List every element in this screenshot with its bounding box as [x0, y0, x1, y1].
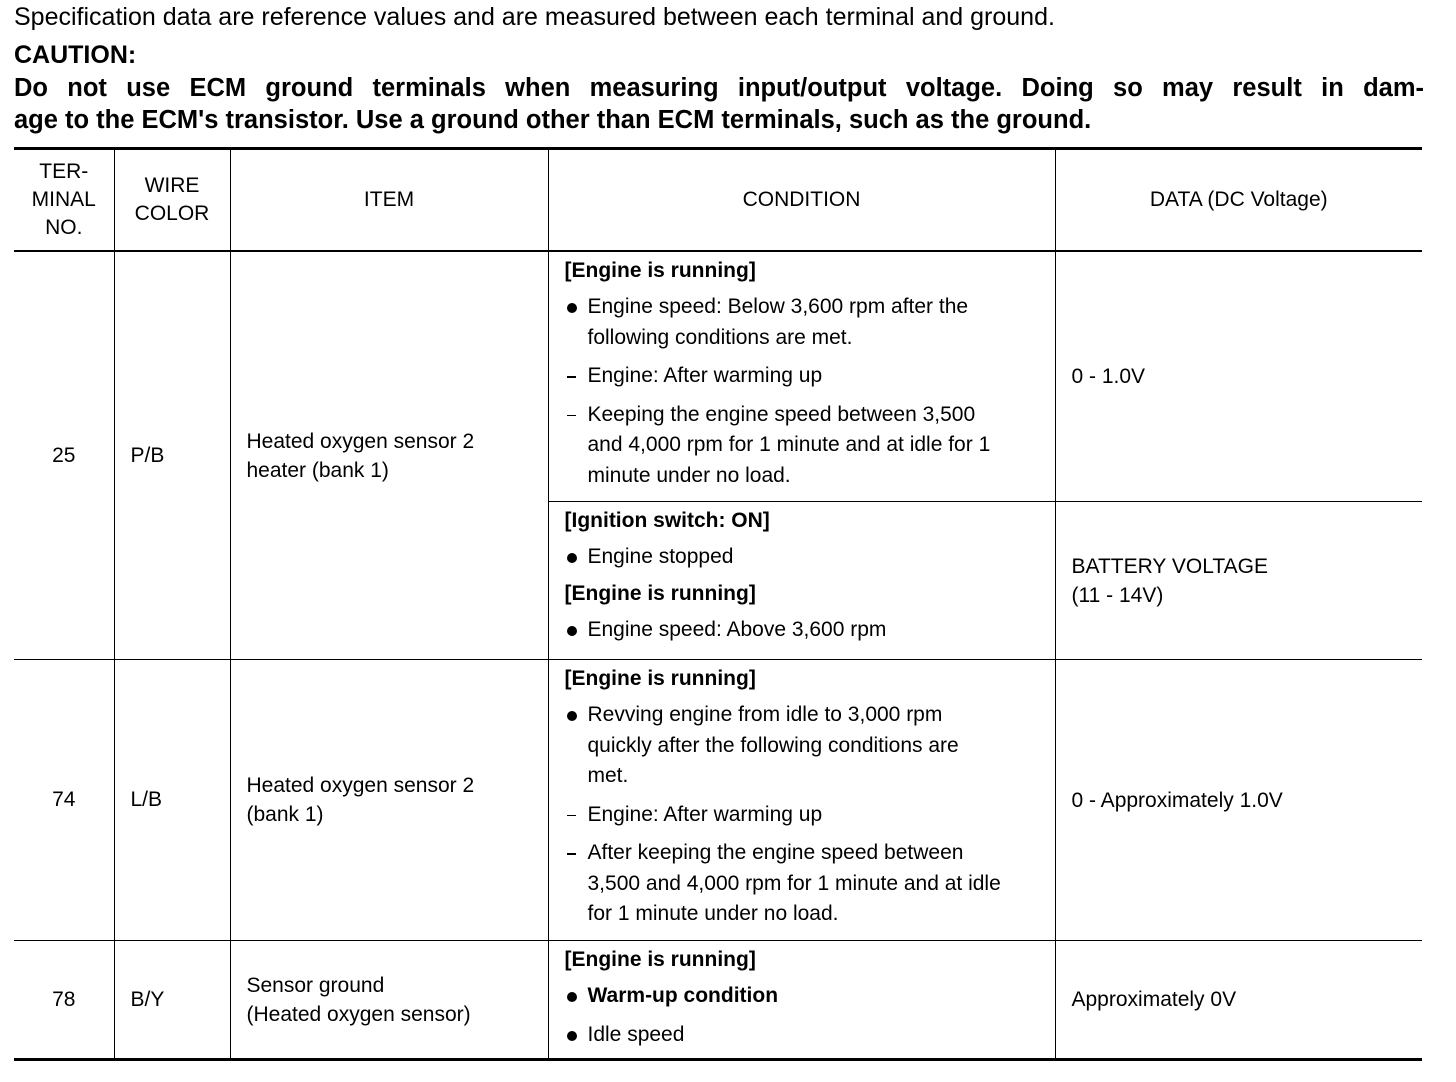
header-condition: CONDITION	[548, 149, 1055, 252]
condition-bullet	[565, 981, 1047, 1012]
caution-title: CAUTION:	[14, 41, 137, 69]
condition-line: Keeping the engine speed between 3,500	[587, 402, 976, 426]
item-cell	[230, 941, 548, 1060]
wire-color: L/B	[114, 660, 230, 941]
terminal-spec-table	[14, 147, 1422, 1061]
intro-text: Specification data are reference values and are measured between each terminal and ground.	[14, 3, 1055, 31]
condition-cell	[548, 251, 1055, 502]
condition-cell	[548, 941, 1055, 1060]
header-line: MINAL	[31, 188, 96, 211]
caution-line: age to the ECM's transistor. Use a ground other than ECM terminals, such as the ground.	[14, 106, 1092, 134]
wire-color: P/B	[114, 251, 230, 660]
data-value: 0 - Approximately 1.0V	[1055, 660, 1422, 941]
condition-line: 3,500 and 4,000 rpm for 1 minute and at idle	[587, 871, 1001, 895]
item-line: Heated oxygen sensor 2	[246, 774, 475, 797]
condition-bullet	[565, 292, 1047, 353]
header-terminal-no	[14, 149, 114, 252]
condition-bullet	[565, 542, 1047, 573]
item-line: Sensor ground	[246, 973, 385, 997]
item-line: (Heated oxygen sensor)	[246, 1002, 471, 1026]
condition-line: met.	[587, 764, 629, 787]
header-line: WIRE	[144, 174, 200, 197]
data-line: (11 - 14V)	[1071, 583, 1164, 607]
condition-dash-item	[565, 400, 1047, 492]
condition-heading: [Engine is running]	[564, 948, 756, 971]
terminal-number: 25	[14, 251, 114, 660]
condition-line: following conditions are met.	[587, 325, 853, 349]
condition-line: minute under no load.	[587, 463, 791, 487]
condition-heading: [Ignition switch: ON]	[564, 509, 770, 532]
header-line: NO.	[45, 216, 83, 239]
table-row	[14, 660, 1422, 941]
condition-dash-item	[565, 361, 1047, 392]
data-value: Approximately 0V	[1055, 941, 1422, 1060]
condition-dash-item	[565, 838, 1047, 930]
item-line: Heated oxygen sensor 2	[246, 429, 475, 453]
terminal-number: 74	[14, 660, 114, 941]
condition-line: Revving engine from idle to 3,000 rpm	[587, 703, 943, 726]
condition-cell	[548, 660, 1055, 941]
condition-bullet	[565, 615, 1047, 646]
condition-bullet	[565, 1020, 1047, 1051]
condition-cell	[548, 502, 1055, 660]
caution-line: Do not use ECM ground terminals when measuring input/output voltage. Doing so may result in dam-	[14, 74, 1424, 102]
item-line: (bank 1)	[246, 803, 324, 826]
condition-line: and 4,000 rpm for 1 minute and at idle for 1	[587, 433, 991, 456]
condition-line: Engine speed: Above 3,600 rpm	[587, 617, 887, 641]
item-line: heater (bank 1)	[246, 458, 389, 482]
header-line: COLOR	[134, 202, 210, 225]
table-header-row	[14, 149, 1422, 252]
header-item: ITEM	[230, 149, 548, 252]
condition-line: Warm-up condition	[587, 984, 779, 1007]
condition-line: Idle speed	[587, 1022, 685, 1046]
condition-heading: [Engine is running]	[564, 667, 756, 690]
condition-line: quickly after the following conditions are	[587, 733, 959, 757]
item-cell	[230, 251, 548, 660]
condition-heading: [Engine is running]	[564, 259, 756, 282]
data-value	[1055, 502, 1422, 660]
condition-line: Engine stopped	[587, 545, 734, 568]
condition-bullet	[565, 700, 1047, 792]
caution-text	[14, 72, 1424, 136]
condition-line: Engine: After warming up	[587, 802, 823, 826]
header-wire-color	[114, 149, 230, 252]
table-row	[14, 251, 1422, 502]
header-data: DATA (DC Voltage)	[1055, 149, 1422, 252]
condition-heading: [Engine is running]	[564, 581, 756, 605]
condition-line: After keeping the engine speed between	[587, 841, 964, 864]
header-line: TER-	[39, 160, 89, 183]
data-value: 0 - 1.0V	[1055, 251, 1422, 502]
data-line: BATTERY VOLTAGE	[1071, 554, 1268, 578]
wire-color: B/Y	[114, 941, 230, 1060]
condition-line: for 1 minute under no load.	[587, 902, 839, 925]
table-row	[14, 941, 1422, 1060]
condition-dash-item	[565, 800, 1047, 831]
condition-line: Engine speed: Below 3,600 rpm after the	[587, 295, 969, 318]
item-cell	[230, 660, 548, 941]
condition-line: Engine: After warming up	[587, 364, 823, 387]
terminal-number: 78	[14, 941, 114, 1060]
